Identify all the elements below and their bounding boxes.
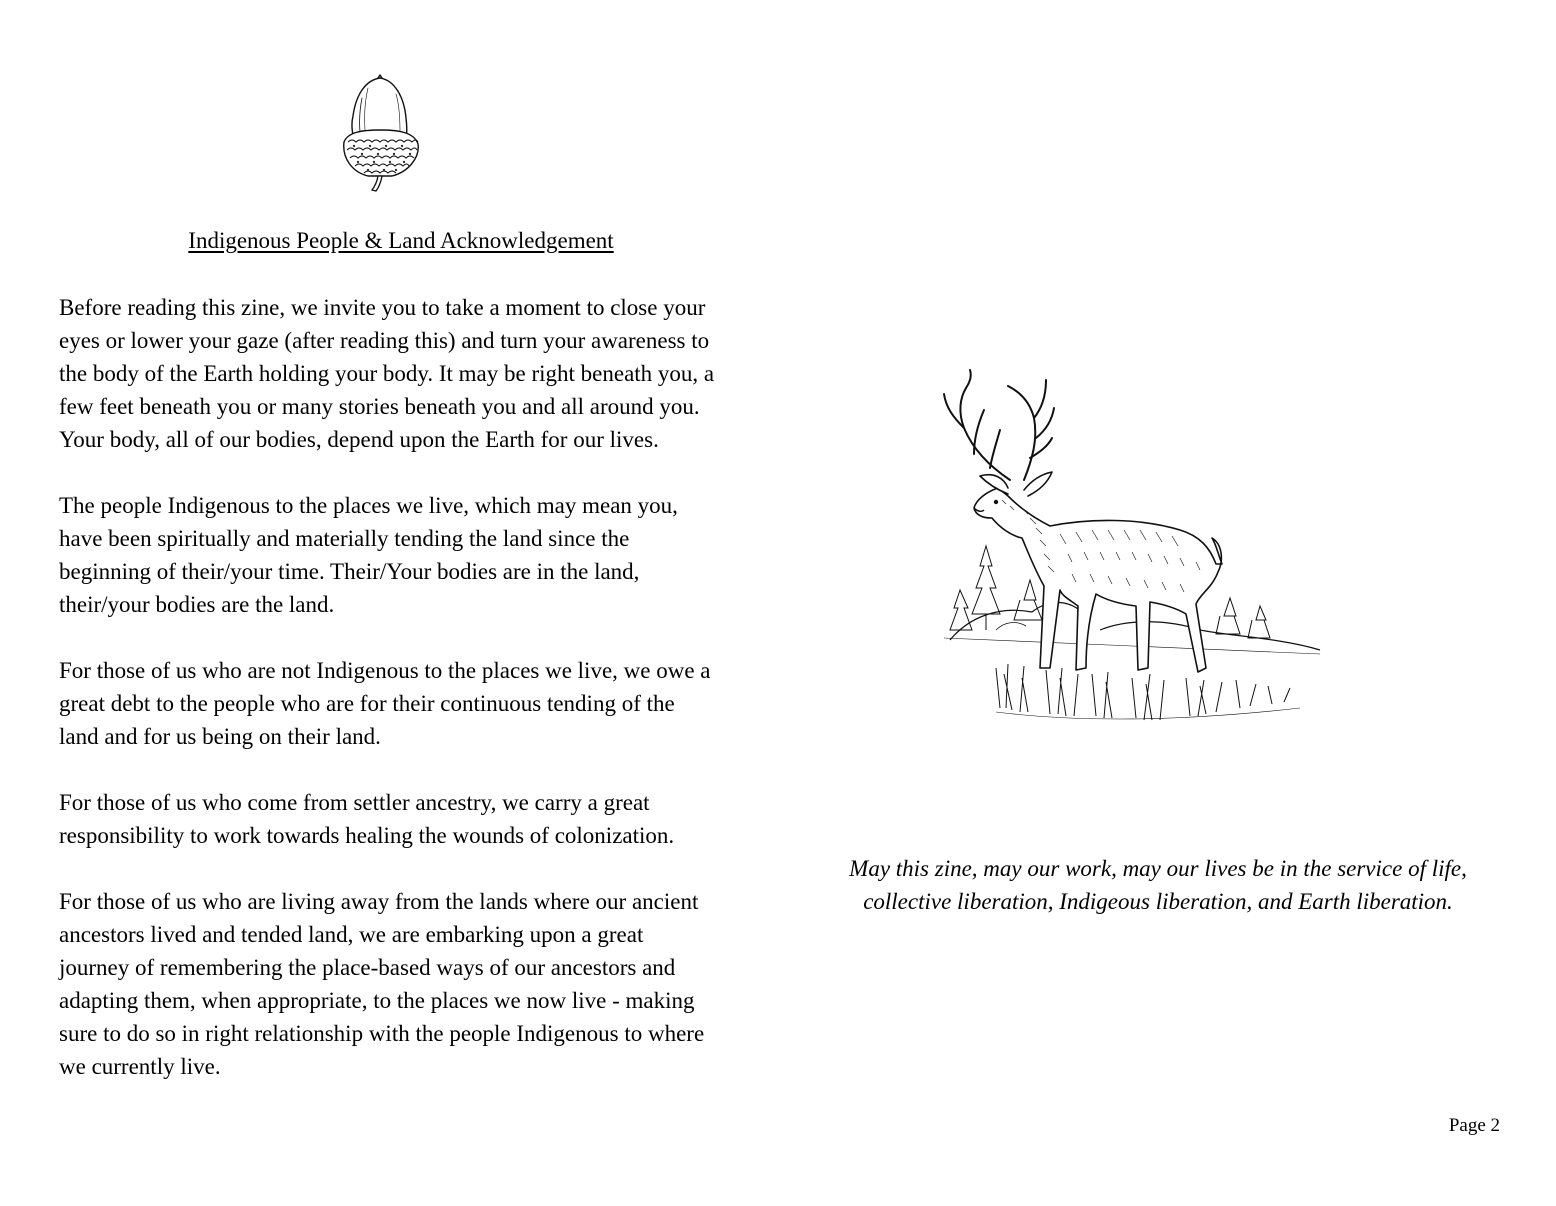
page-number: Page 2 bbox=[1448, 1115, 1500, 1136]
paragraph-3: For those of us who are not Indigenous to the places we live, we owe a great debt to the people who are for their continuous tending of the land and for us being on their land. bbox=[59, 658, 711, 749]
page-title: Indigenous People & Land Acknowledgement bbox=[188, 228, 614, 253]
paragraph-5: For those of us who are living away from the lands where our ancient ancestors lived and tended land, we are embarking upon a great journey of remembering the place-based ways of our ancestors and adapting them, when appropriate, to the places we now live - making sure to do so in right relationship with the people Indigenous to where we currently live. bbox=[59, 889, 705, 1079]
acknowledgement-body bbox=[59, 291, 759, 1116]
paragraph-1: Before reading this zine, we invite you to take a moment to close your eyes or lower your gaze (after reading this) and turn your awareness to the body of the Earth holding your body. It may be right beneath you, a few feet beneath you or many stories beneath you and all around you. Your body, all of our bodies, depend upon the Earth for our lives. bbox=[59, 295, 715, 452]
closing-quote: May this zine, may our work, may our lives be in the service of life, collective liberation, Indigeous liberation, and Earth liberation. bbox=[849, 856, 1467, 914]
paragraph-2: The people Indigenous to the places we live, which may mean you, have been spiritually and materially tending the land since the beginning of their/your time. Their/Your bodies are in the land, their/your bodies are the land. bbox=[59, 493, 678, 617]
paragraph-4: For those of us who come from settler ancestry, we carry a great responsibility to work towards healing the wounds of colonization. bbox=[59, 790, 675, 848]
deer-illustration bbox=[900, 368, 1340, 748]
acorn-icon bbox=[334, 74, 426, 194]
